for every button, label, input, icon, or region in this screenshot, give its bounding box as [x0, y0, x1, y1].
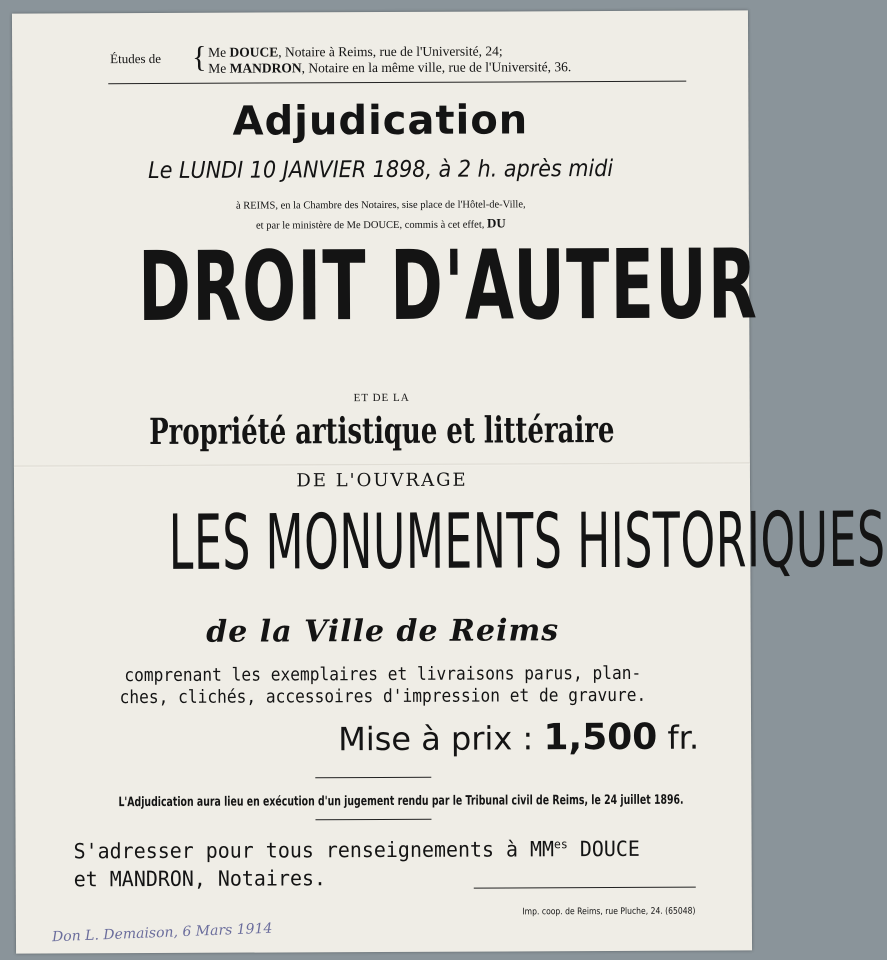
judgment-notice: L'Adjudication aura lieu en exécution d'un jugement rendu par le Tribunal civil de Reims, le 24 juillet 1896.	[118, 792, 684, 811]
comprising-line-1: comprenant les exemplaires et livraisons parus, plan-	[124, 662, 642, 687]
et-de-la: ET DE LA	[353, 391, 410, 405]
poster-title: Adjudication	[232, 97, 529, 145]
poster-sheet	[12, 10, 886, 953]
work-subtitle: de la Ville de Reims	[206, 613, 560, 650]
printer-imprint: Imp. coop. de Reims, rue Pluche, 24. (65048)	[522, 906, 696, 918]
notary-address-mandron: , Notaire en la même ville, rue de l'Université, 36.	[301, 59, 572, 76]
main-heading: DROIT D'AUTEUR	[138, 228, 759, 344]
auction-date: Le LUNDI 10 JANVIER 1898, à 2 h. après midi	[148, 155, 614, 185]
judgment-divider-bottom	[315, 819, 431, 821]
contact-sup: es	[553, 837, 568, 852]
brace-glyph: {	[192, 40, 207, 74]
location-du: DU	[486, 215, 506, 231]
starting-price	[338, 717, 699, 760]
location-line-2-text: et par le ministère de Me DOUCE, commis à cet effet,	[255, 219, 485, 232]
header-divider	[108, 81, 686, 85]
price-label: Mise à prix :	[338, 719, 534, 759]
contact-text-b: DOUCE	[567, 836, 640, 862]
title-prefix: Me	[208, 60, 230, 76]
contact-text-a: S'adresser pour tous renseignements à MM	[73, 837, 555, 864]
price-unit: fr.	[667, 718, 700, 757]
notary-name-douce: DOUCE	[229, 44, 279, 60]
etudes-label: Études de	[110, 50, 162, 67]
title-prefix: Me	[208, 44, 230, 60]
work-title: LES MONUMENTS HISTORIQUES	[168, 494, 886, 587]
property-line: Propriété artistique et littéraire	[149, 408, 615, 454]
notary-name-mandron: MANDRON	[229, 60, 302, 76]
notary-line-douce	[208, 43, 503, 60]
contact-line-2: et MANDRON, Notaires.	[73, 866, 327, 892]
handwritten-note: Don L. Demaison, 6 Mars 1914	[51, 920, 273, 946]
imprint-divider	[474, 887, 696, 889]
comprising-line-2: ches, clichés, accessoires d'impression et de gravure.	[119, 684, 647, 709]
de-l-ouvrage: DE L'OUVRAGE	[296, 469, 468, 492]
location-line-1: à REIMS, en la Chambre des Notaires, sise place de l'Hôtel-de-Ville,	[235, 199, 526, 212]
judgment-divider-top	[315, 777, 431, 779]
notary-line-mandron	[208, 59, 571, 77]
price-amount: 1,500	[543, 716, 658, 759]
contact-line-1	[74, 837, 640, 863]
notary-address-douce: , Notaire à Reims, rue de l'Université, 24;	[278, 43, 503, 60]
